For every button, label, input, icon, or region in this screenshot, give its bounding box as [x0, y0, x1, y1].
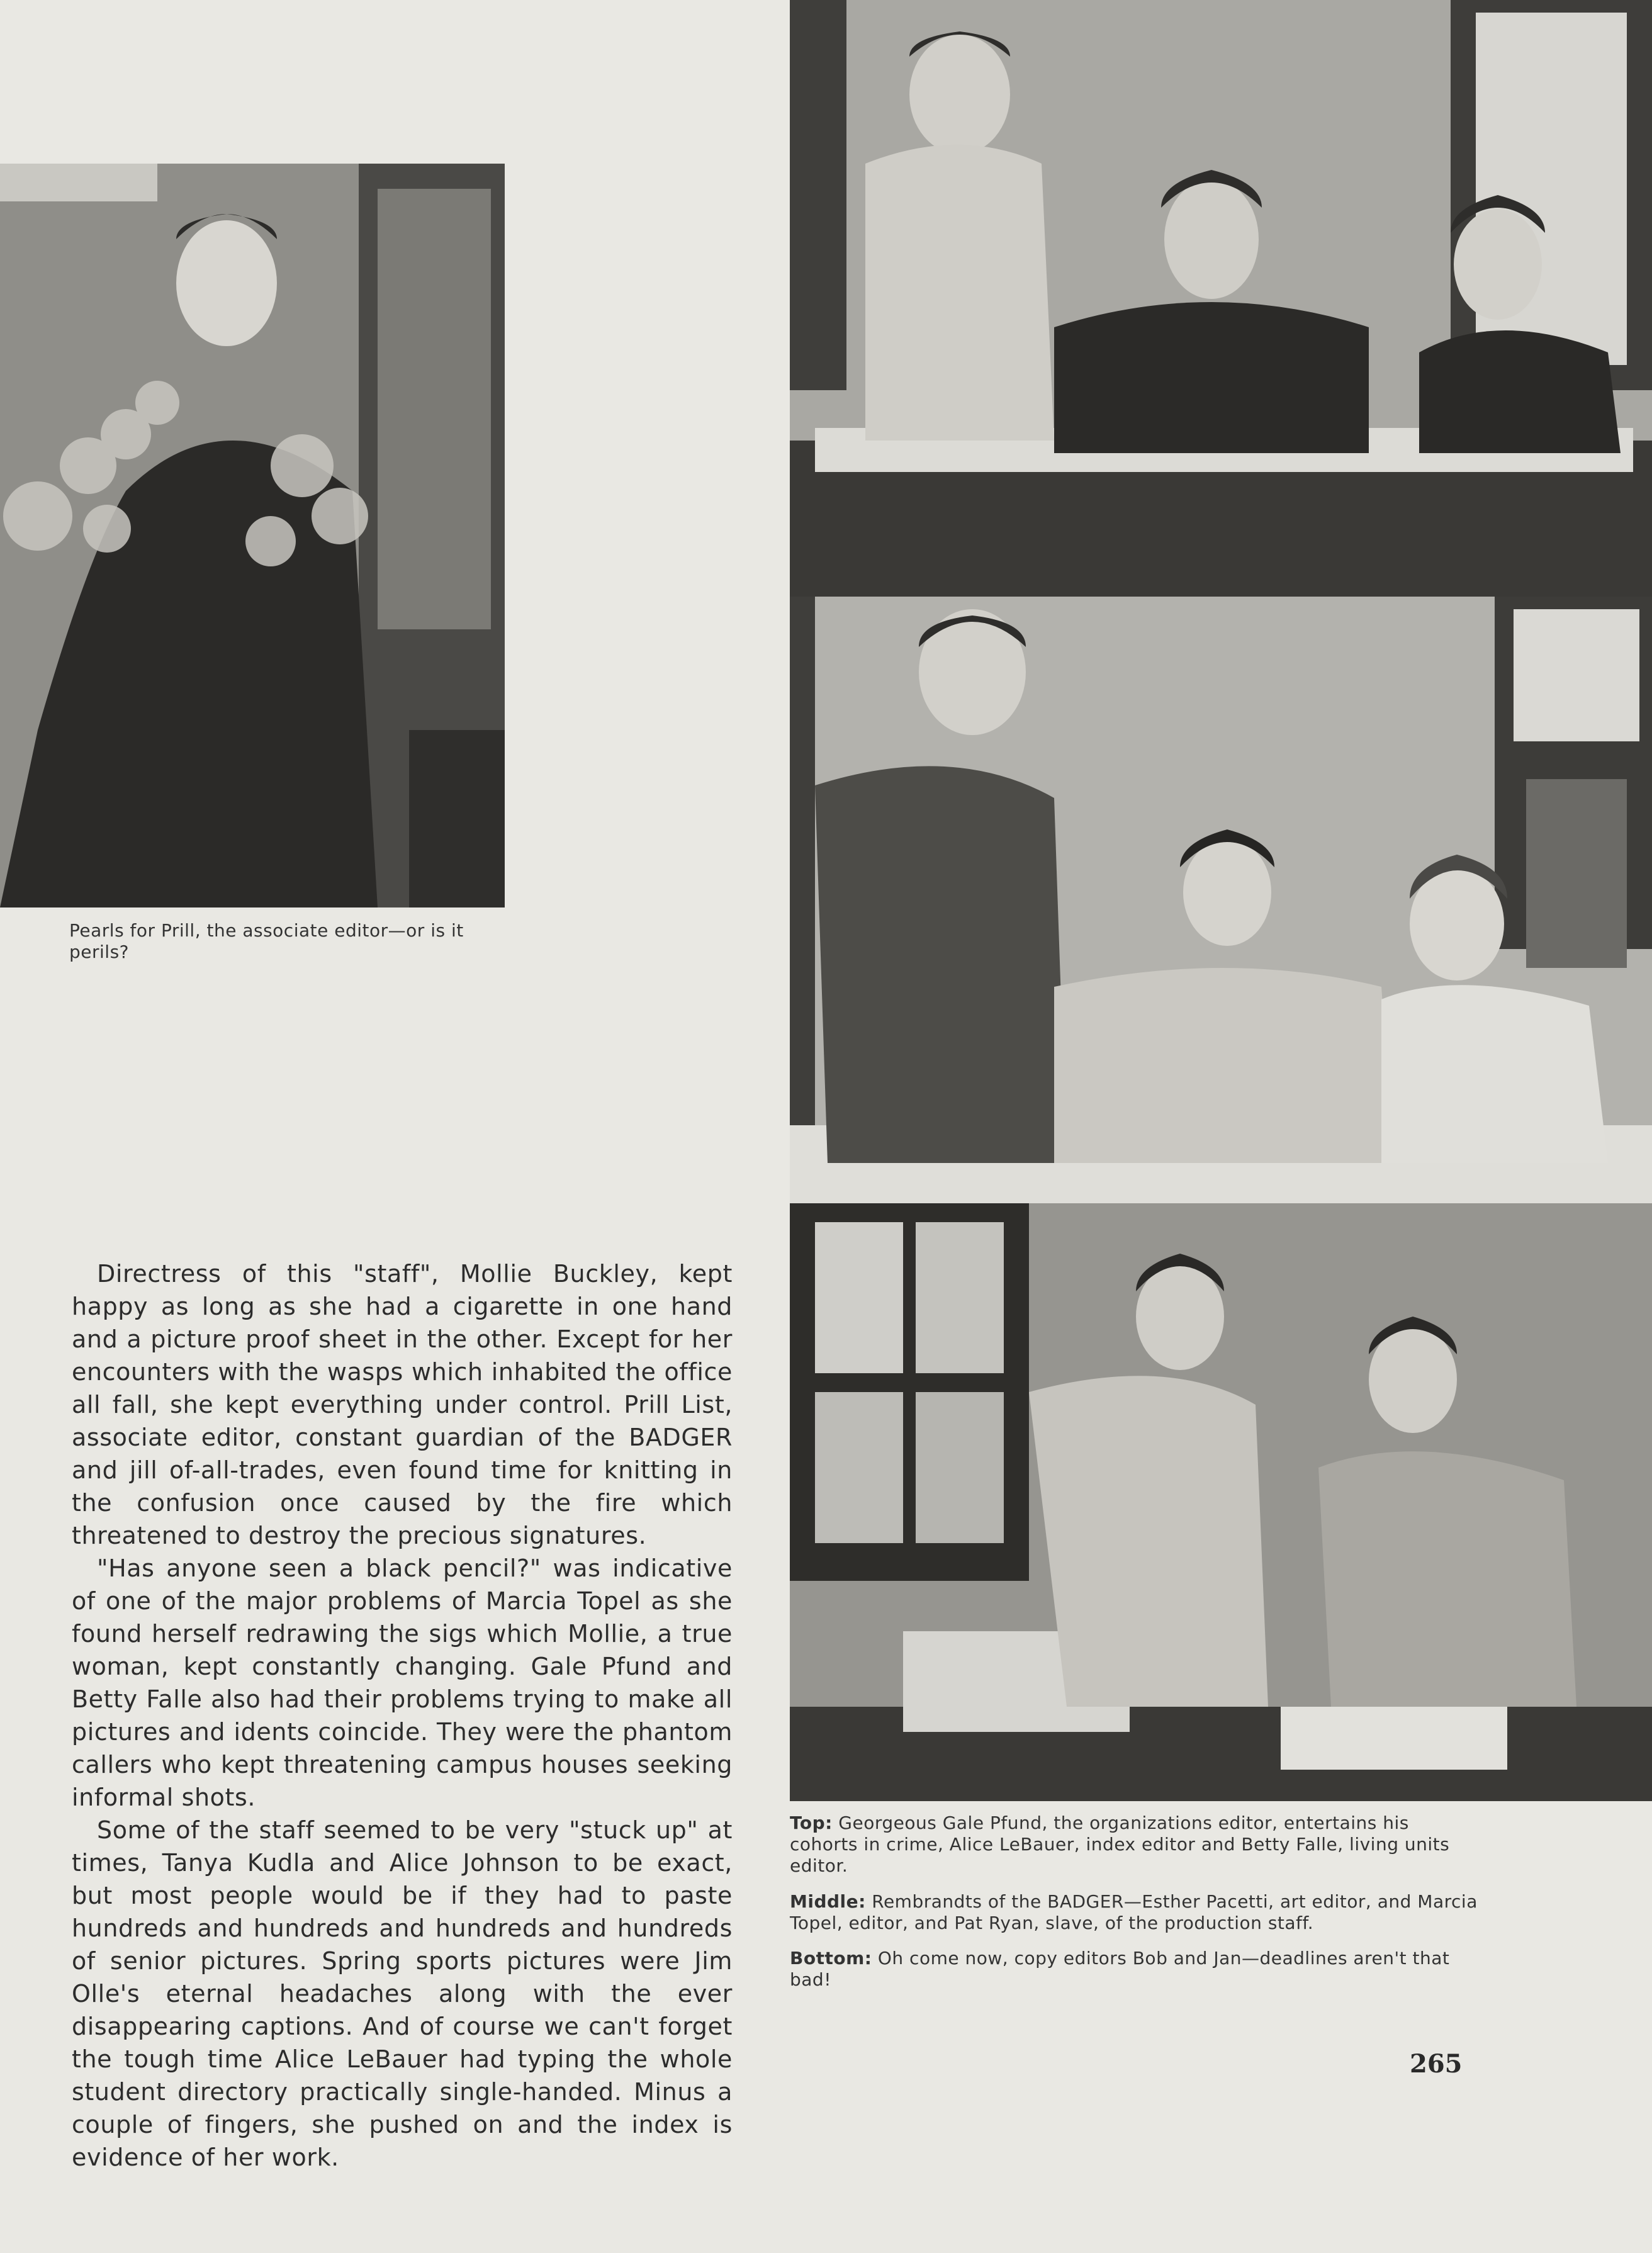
caption-bottom-photo — [790, 1948, 1482, 1991]
photo-top-editors — [790, 0, 1652, 597]
article-paragraph: Directress of this "staff", Mollie Buckley, kept happy as long as she had a cigarette in one hand and a picture proof sheet in the other. Except for her encounters with the wasps which inhabited the office all fall, she kept everything under control. Prill List, associate editor, constant guardian of the BADGER and jill of-all-trades, even found time for knitting in the confusion once caused by the fire which threatened to destroy the precious signatures. — [72, 1260, 733, 1549]
photo-middle-art-staff — [790, 597, 1652, 1203]
caption-middle-text: Rembrandts of the BADGER—Esther Pacetti, art editor, and Marcia Topel, editor, and Pat Ryan, slave, of the production staff. — [790, 1891, 1478, 1933]
caption-top-text: Georgeous Gale Pfund, the organizations editor, entertains his cohorts in crime, Alice LeBauer, index editor and Betty Falle, living units editor. — [790, 1812, 1450, 1876]
page-number: 265 — [1410, 2049, 1463, 2079]
caption-middle-photo — [790, 1891, 1482, 1934]
caption-bottom-label: Bottom: — [790, 1948, 872, 1969]
article-body — [72, 1257, 733, 2174]
caption-middle-label: Middle: — [790, 1891, 866, 1912]
caption-bottom-text: Oh come now, copy editors Bob and Jan—deadlines aren't that bad! — [790, 1948, 1450, 1990]
article-paragraph: Some of the staff seemed to be very "stuck up" at times, Tanya Kudla and Alice Johnson to be exact, but most people would be if they had to paste hundreds and hundreds and hundreds and hundreds of senior pictures. Spring sports pictures were Jim Olle's eternal headaches along with the ever disappearing captions. And of course we can't forget the tough time Alice LeBauer had typing the whole student directory practically single-handed. Minus a couple of fingers, she pushed on and the index is evidence of her work. — [72, 1816, 733, 2171]
caption-left-photo: Pearls for Prill, the associate editor—or is it perils? — [69, 920, 464, 962]
photo-bottom-copy-editors — [790, 1203, 1652, 1801]
photo-left-balloons — [0, 164, 505, 907]
caption-top-label: Top: — [790, 1812, 833, 1833]
article-paragraph: "Has anyone seen a black pencil?" was indicative of one of the major problems of Marcia Topel as she found herself redrawing the sigs which Mollie, a true woman, kept constantly changing. Gale Pfund and Betty Falle also had their problems trying to make all pictures and idents coincide. They were the phantom callers who kept threatening campus houses seeking informal shots. — [72, 1554, 733, 1811]
caption-top-photo — [790, 1812, 1482, 1877]
